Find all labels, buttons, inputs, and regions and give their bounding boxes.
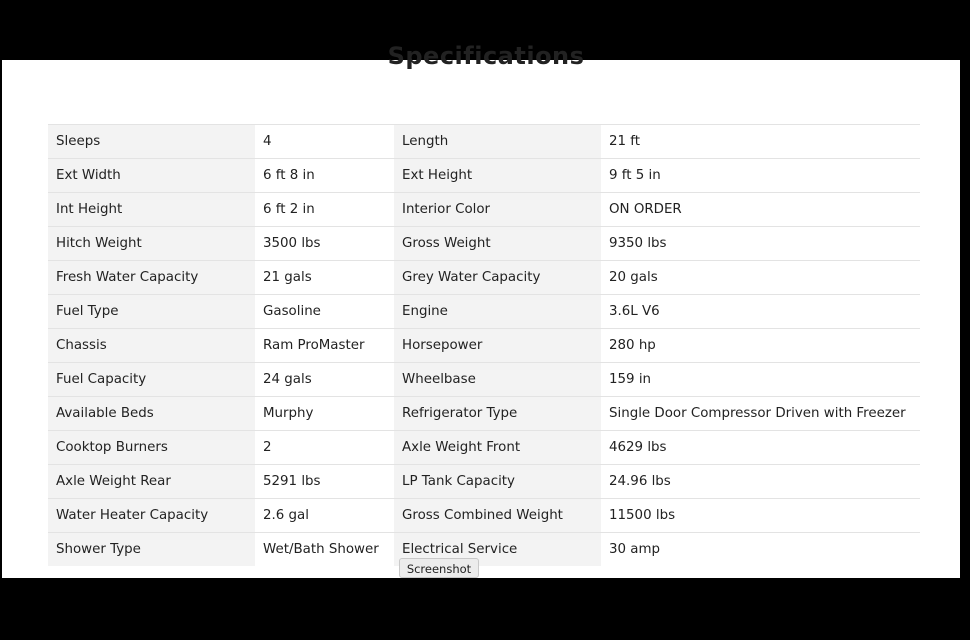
spec-label: Interior Color <box>394 193 601 227</box>
spec-value: 21 gals <box>255 261 394 295</box>
spec-label: Chassis <box>48 329 255 363</box>
spec-row <box>48 431 920 465</box>
spec-value: 30 amp <box>601 533 920 567</box>
spec-label: Length <box>394 125 601 159</box>
screenshot-button[interactable]: Screenshot <box>399 558 479 578</box>
spec-value: 9 ft 5 in <box>601 159 920 193</box>
spec-value: 24.96 lbs <box>601 465 920 499</box>
spec-row <box>48 295 920 329</box>
spec-label: Fuel Capacity <box>48 363 255 397</box>
spec-value: 9350 lbs <box>601 227 920 261</box>
spec-label: Sleeps <box>48 125 255 159</box>
spec-row <box>48 329 920 363</box>
spec-label: Hitch Weight <box>48 227 255 261</box>
spec-label: Fresh Water Capacity <box>48 261 255 295</box>
spec-value: ON ORDER <box>601 193 920 227</box>
spec-label: Int Height <box>48 193 255 227</box>
spec-value: 20 gals <box>601 261 920 295</box>
spec-value: 5291 lbs <box>255 465 394 499</box>
specifications-table <box>48 124 920 566</box>
spec-label: Fuel Type <box>48 295 255 329</box>
spec-value: Ram ProMaster <box>255 329 394 363</box>
spec-row <box>48 499 920 533</box>
spec-row <box>48 363 920 397</box>
spec-value: Murphy <box>255 397 394 431</box>
spec-row <box>48 465 920 499</box>
spec-value: Gasoline <box>255 295 394 329</box>
spec-row <box>48 193 920 227</box>
spec-label: Ext Width <box>48 159 255 193</box>
spec-value: 159 in <box>601 363 920 397</box>
spec-label: Axle Weight Front <box>394 431 601 465</box>
spec-label: Axle Weight Rear <box>48 465 255 499</box>
spec-value: 2 <box>255 431 394 465</box>
specifications-table-body <box>48 125 920 567</box>
spec-label: Cooktop Burners <box>48 431 255 465</box>
spec-row <box>48 261 920 295</box>
spec-label: Gross Combined Weight <box>394 499 601 533</box>
spec-label: Available Beds <box>48 397 255 431</box>
spec-label: Ext Height <box>394 159 601 193</box>
spec-label: Grey Water Capacity <box>394 261 601 295</box>
spec-value: 3.6L V6 <box>601 295 920 329</box>
spec-label: Refrigerator Type <box>394 397 601 431</box>
spec-label: Gross Weight <box>394 227 601 261</box>
spec-value: 280 hp <box>601 329 920 363</box>
spec-value: Wet/Bath Shower <box>255 533 394 567</box>
spec-label: Electrical Service <box>394 533 601 567</box>
spec-row <box>48 125 920 159</box>
spec-value: 6 ft 2 in <box>255 193 394 227</box>
page-viewport <box>2 42 960 578</box>
spec-row <box>48 533 920 567</box>
spec-value: 11500 lbs <box>601 499 920 533</box>
spec-label: Horsepower <box>394 329 601 363</box>
spec-label: Water Heater Capacity <box>48 499 255 533</box>
spec-value: Single Door Compressor Driven with Freezer <box>601 397 920 431</box>
spec-value: 2.6 gal <box>255 499 394 533</box>
spec-value: 21 ft <box>601 125 920 159</box>
section-title: Specifications <box>387 42 585 70</box>
spec-value: 4629 lbs <box>601 431 920 465</box>
spec-label: LP Tank Capacity <box>394 465 601 499</box>
spec-label: Shower Type <box>48 533 255 567</box>
spec-row <box>48 397 920 431</box>
spec-label: Wheelbase <box>394 363 601 397</box>
spec-row <box>48 227 920 261</box>
spec-value: 24 gals <box>255 363 394 397</box>
spec-value: 6 ft 8 in <box>255 159 394 193</box>
spec-row <box>48 159 920 193</box>
spec-value: 3500 lbs <box>255 227 394 261</box>
spec-label: Engine <box>394 295 601 329</box>
spec-value: 4 <box>255 125 394 159</box>
